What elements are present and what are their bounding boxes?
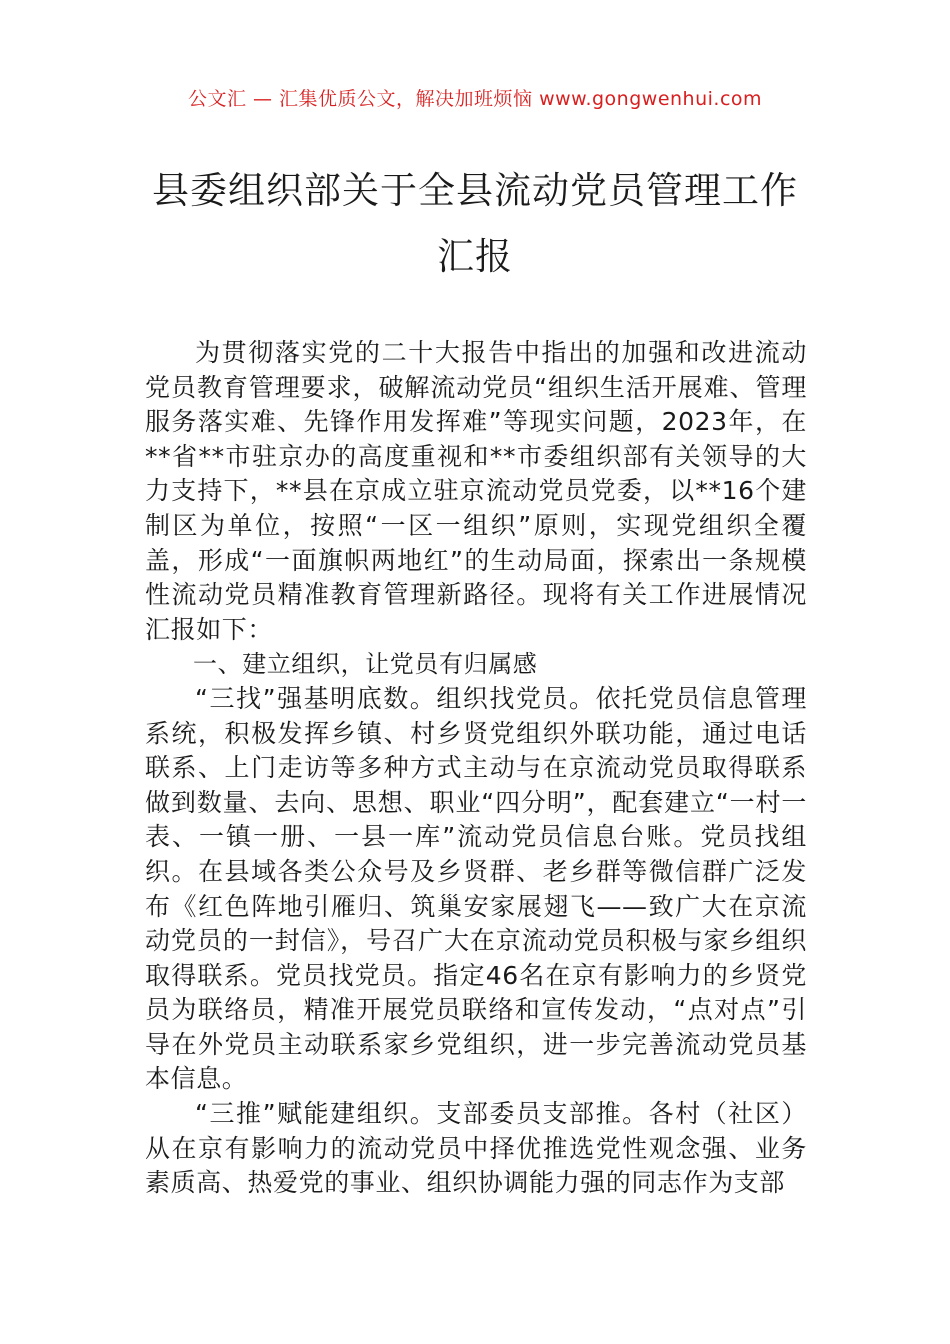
header-banner: 公文汇 — 汇集优质公文，解决加班烦恼 www.gongwenhui.com [187, 88, 763, 110]
section-heading: 一、建立组织，让党员有归属感 [193, 650, 538, 679]
paragraph-three-finds: “三找”强基明底数。组织找党员。依托党员信息管理系统，积极发挥乡镇、村乡贤党组织外联功能，通过电话联系、上门走访等多种方式主动与在京流动党员取得联系做到数量、去向、思想、职业“四分明”，配套建立“一村一表、一镇一册、一县一库”流动党员信息台账。党员找组织。在县域各类公众号及乡贤群、老乡群等微信群广泛发布《红色阵地引雁归、筑巢安家展翅飞——致广大在京流动党员的一封信》，号召广大在京流动党员积极与家乡组织取得联系。党员找党员。指定46名在京有影响力的乡贤党员为联络员，精准开展党员联络和宣传发动，“点对点”引导在外党员主动联系家乡党组织，进一步完善流动党员基本信息。 [145, 683, 807, 1094]
paragraph-intro: 为贯彻落实党的二十大报告中指出的加强和改进流动党员教育管理要求，破解流动党员“组织生活开展难、管理服务落实难、先锋作用发挥难”等现实问题，2023年，在**省**市驻京办的高度重视和**市委组织部有关领导的大力支持下，**县在京成立驻京流动党员党委，以**16个建制区为单位，按照“一区一组织”原则，实现党组织全覆盖，形成“一面旗帜两地红”的生动局面，探索出一条规模性流动党员精准教育管理新路径。现将有关工作进展情况汇报如下： [145, 338, 807, 644]
paragraph-three-pushes: “三推”赋能建组织。支部委员支部推。各村（社区）从在京有影响力的流动党员中择优推选党性观念强、业务素质高、热爱党的事业、组织协调能力强的同志作为支部 [145, 1099, 807, 1198]
document-title: 县委组织部关于全县流动党员管理工作汇报 [152, 169, 798, 278]
document-body [145, 336, 807, 1201]
